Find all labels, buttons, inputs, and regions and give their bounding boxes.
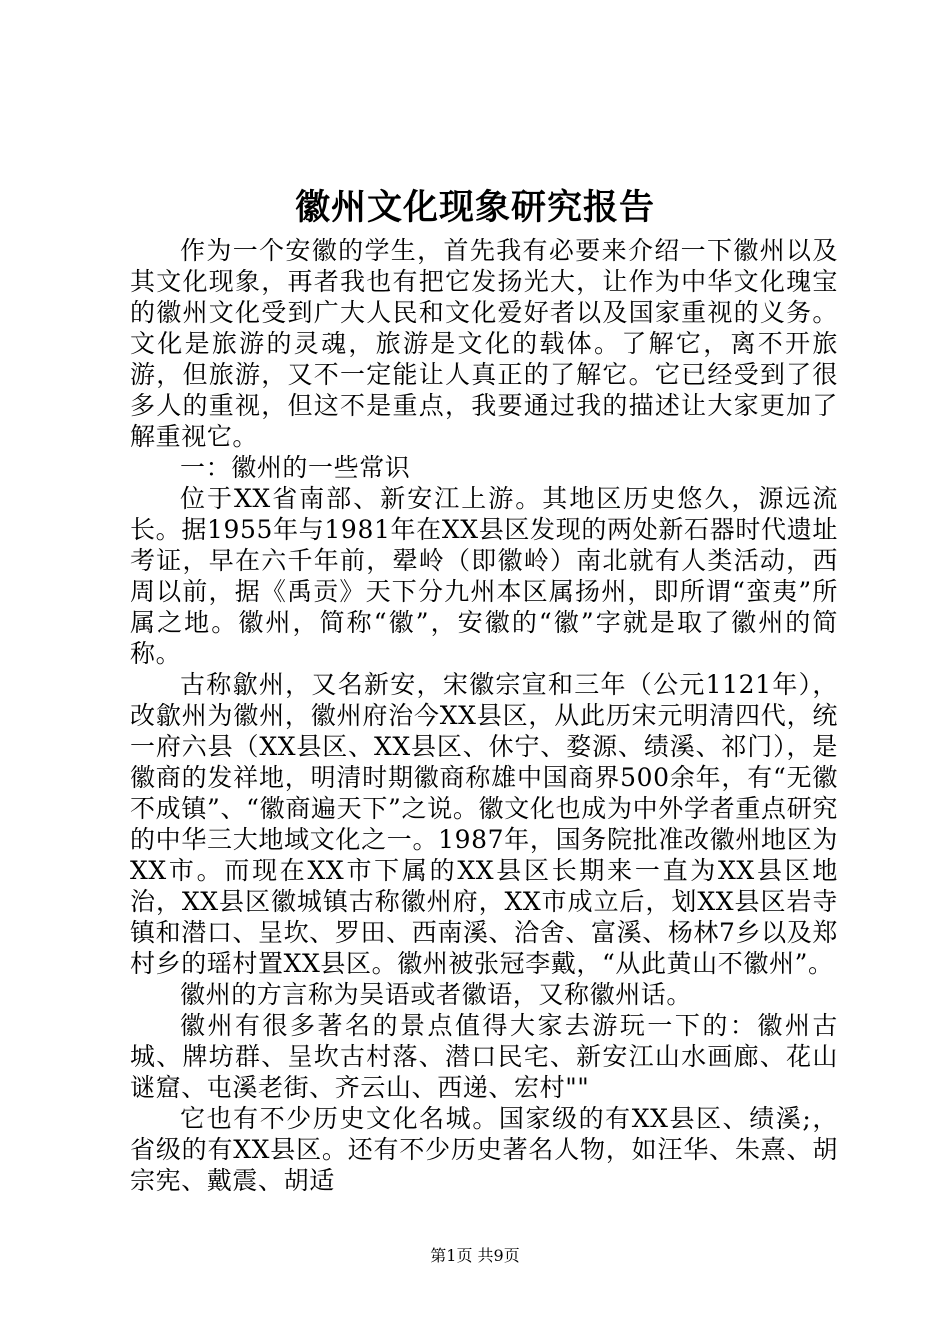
- section-heading: 一：徽州的一些常识: [180, 453, 411, 482]
- document-body: [130, 235, 838, 1196]
- paragraph-location: 位于XX省南部、新安江上游。其地区历史悠久，源远流长。据1955年与1981年在XX县区发现的两处新石器时代遗址考证，早在六千年前，翚岭（即徽岭）南北就有人类活动，西周以前，据《禹贡》天下分九州本区属扬州，即所谓“蛮夷”所属之地。徽州，简称“徽”，安徽的“徽”字就是取了徽州的简称。: [130, 484, 838, 668]
- page-number: 第1页 共9页: [430, 1246, 520, 1265]
- paragraph-dialect: 徽州的方言称为吴语或者徽语，又称徽州话。: [180, 980, 693, 1009]
- paragraph-history: 古称歙州，又名新安，宋徽宗宣和三年（公元1121年），改歙州为徽州，徽州府治今XX县区，从此历宋元明清四代，统一府六县（XX县区、XX县区、休宁、婺源、绩溪、祁门），是徽商的发祥地，明清时期徽商称雄中国商界500余年，有“无徽不成镇”、“徽商遍天下”之说。徽文化也成为中外学者重点研究的中华三大地域文化之一。1987年，国务院批准改徽州地区为XX市。而现在XX市下属的XX县区长期来一直为XX县区地治，XX县区徽城镇古称徽州府，XX市成立后，划XX县区岩寺镇和潜口、呈坎、罗田、西南溪、洽舍、富溪、杨林7乡以及郑村乡的瑶村置XX县区。徽州被张冠李戴，“从此黄山不徽州”。: [130, 670, 838, 978]
- paragraph-attractions: 徽州有很多著名的景点值得大家去游玩一下的：徽州古城、牌坊群、呈坎古村落、潜口民宅、新安江山水画廊、花山谜窟、屯溪老街、齐云山、西递、宏村"": [130, 1011, 838, 1102]
- paragraph-cities: 它也有不少历史文化名城。国家级的有XX县区、绩溪;，省级的有XX县区。还有不少历史著名人物，如汪华、朱熹、胡宗宪、戴震、胡适: [130, 1104, 838, 1195]
- paragraph-intro: 作为一个安徽的学生，首先我有必要来介绍一下徽州以及其文化现象，再者我也有把它发扬光大，让作为中华文化瑰宝的徽州文化受到广大人民和文化爱好者以及国家重视的义务。文化是旅游的灵魂，旅游是文化的载体。了解它，离不开旅游，但旅游，又不一定能让人真正的了解它。它已经受到了很多人的重视，但这不是重点，我要通过我的描述让大家更加了解重视它。: [130, 236, 838, 451]
- document-title: 徽州文化现象研究报告: [294, 187, 655, 228]
